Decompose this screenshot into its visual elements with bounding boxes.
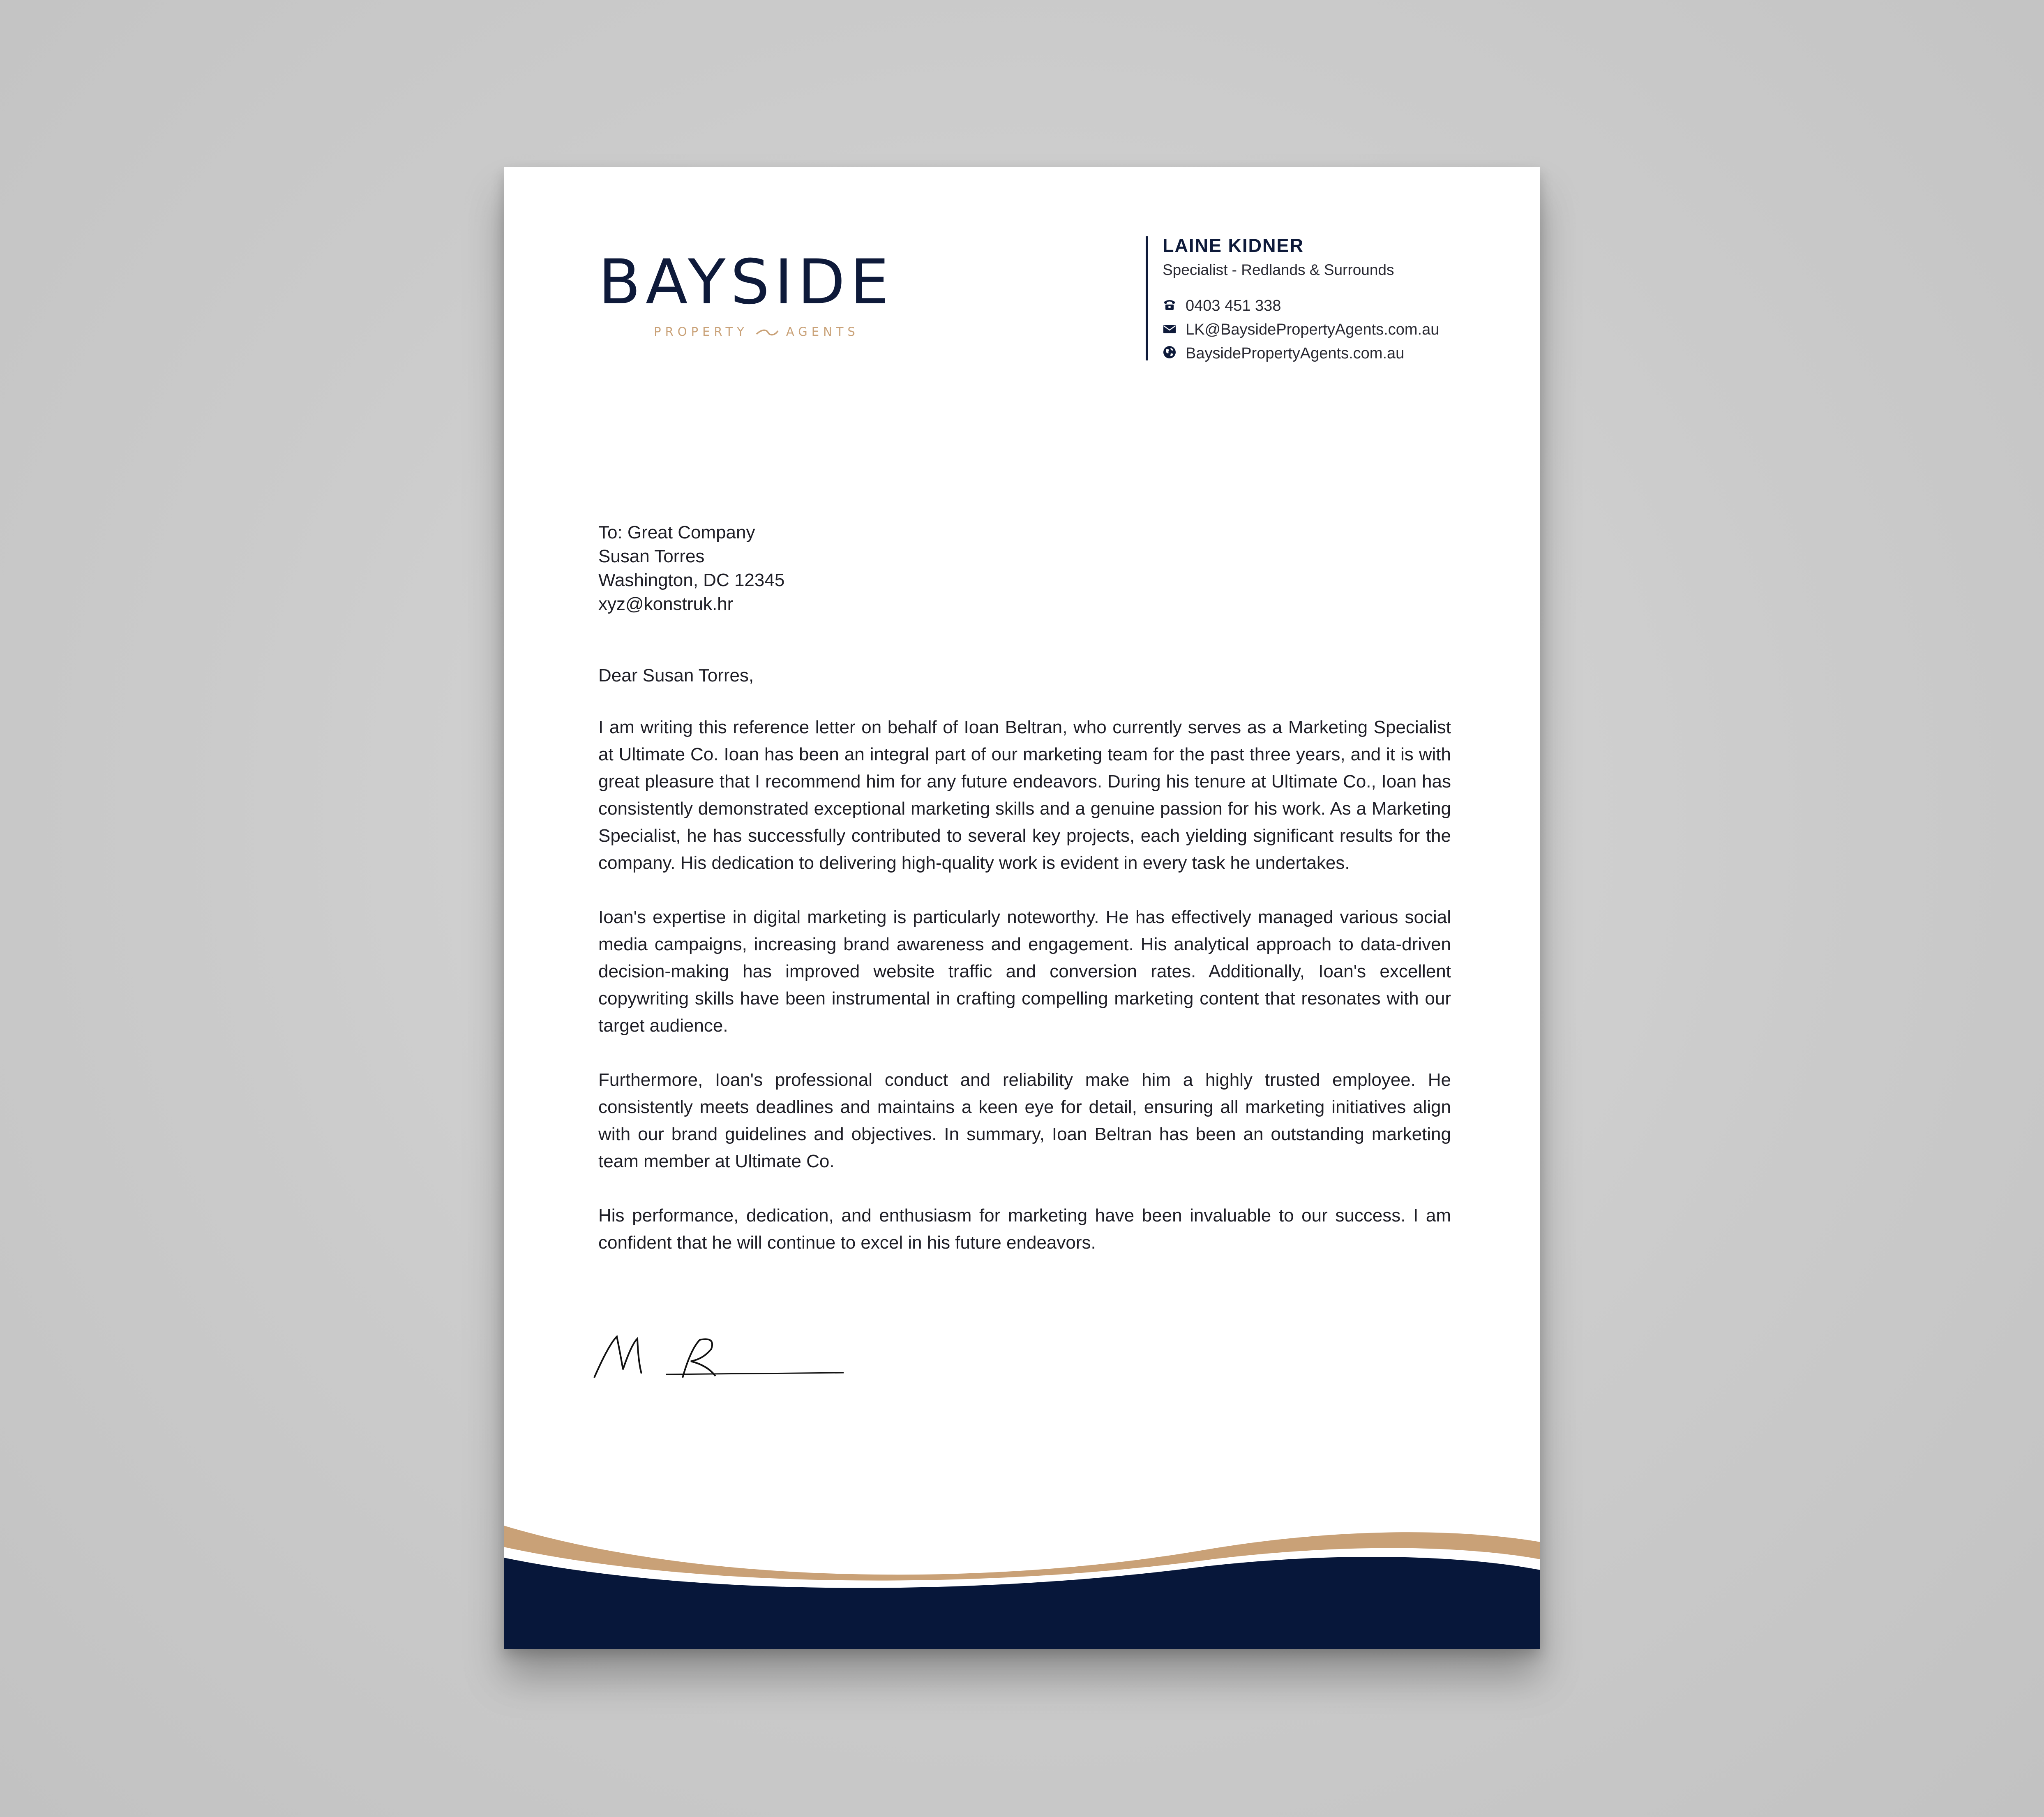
paragraph-1: I am writing this reference letter on behalf of Ioan Beltran, who currently serves as a Marketing Specialist at Ultimate Co. Ioan has been an integral part of our marketing team for the past three years, and it is with great pleasure that I recommend him for any future endeavors. During his tenure at Ultimate Co., Ioan has consistently demonstrated exceptional marketing skills and a genuine passion for his work. As a Marketing Specialist, he has successfully contributed to several key projects, each yielding significant results for the company. His dedication to delivering high-quality work is evident in every task he undertakes. <box>598 717 1451 873</box>
email-line <box>1163 318 1439 342</box>
paragraph-3: Furthermore, Ioan's professional conduct and reliability make him a highly trusted employee. He consistently meets deadlines and maintains a keen eye for detail, ensuring all marketing initiatives align with our brand guidelines and objectives. In summary, Ioan Beltran has been an outstanding marketing team member at Ultimate Co. <box>598 1070 1451 1171</box>
website-url[interactable]: BaysidePropertyAgents.com.au <box>1186 345 1405 362</box>
logo-tagline-left: PROPERTY <box>654 325 748 339</box>
recipient-name: Susan Torres <box>598 546 705 566</box>
footer-wave <box>504 1526 1540 1649</box>
phone-line <box>1163 294 1439 318</box>
agent-role: Specialist - Redlands & Surrounds <box>1163 261 1394 278</box>
paragraph-4: His performance, dedication, and enthusiasm for marketing have been invaluable to our success. I am confident that he will continue to excel in his future endeavors. <box>598 1205 1451 1253</box>
letterhead-page <box>504 167 1540 1649</box>
recipient-company: To: Great Company <box>598 522 755 543</box>
wave-icon <box>756 326 779 339</box>
bayside-logo <box>598 247 915 339</box>
agent-name: LAINE KIDNER <box>1163 235 1304 256</box>
recipient-city: Washington, DC 12345 <box>598 570 785 590</box>
logo-tagline-right: AGENTS <box>786 325 859 339</box>
contact-block <box>1146 236 1439 360</box>
phone-icon <box>1163 298 1186 314</box>
phone-number: 0403 451 338 <box>1186 297 1281 314</box>
paragraph-2: Ioan's expertise in digital marketing is particularly noteworthy. He has effectively managed various social media campaigns, increasing brand awareness and engagement. His analytical approach to data-driven decision-making has improved website traffic and conversion rates. Additionally, Ioan's excellent copywriting skills have been instrumental in crafting compelling marketing content that resonates with our target audience. <box>598 907 1451 1036</box>
salutation: Dear Susan Torres, <box>598 665 754 686</box>
recipient-address <box>598 521 1451 616</box>
signature-flourish <box>592 1320 847 1390</box>
envelope-icon <box>1163 322 1186 337</box>
signature <box>592 1320 847 1390</box>
logo-tagline <box>598 325 915 339</box>
email-address[interactable]: LK@BaysidePropertyAgents.com.au <box>1186 321 1440 338</box>
letter-body <box>598 521 1451 1256</box>
logo-wordmark: BAYSIDE <box>598 247 894 318</box>
recipient-email: xyz@konstruk.hr <box>598 594 734 614</box>
website-line <box>1163 342 1439 365</box>
globe-icon <box>1163 345 1186 362</box>
